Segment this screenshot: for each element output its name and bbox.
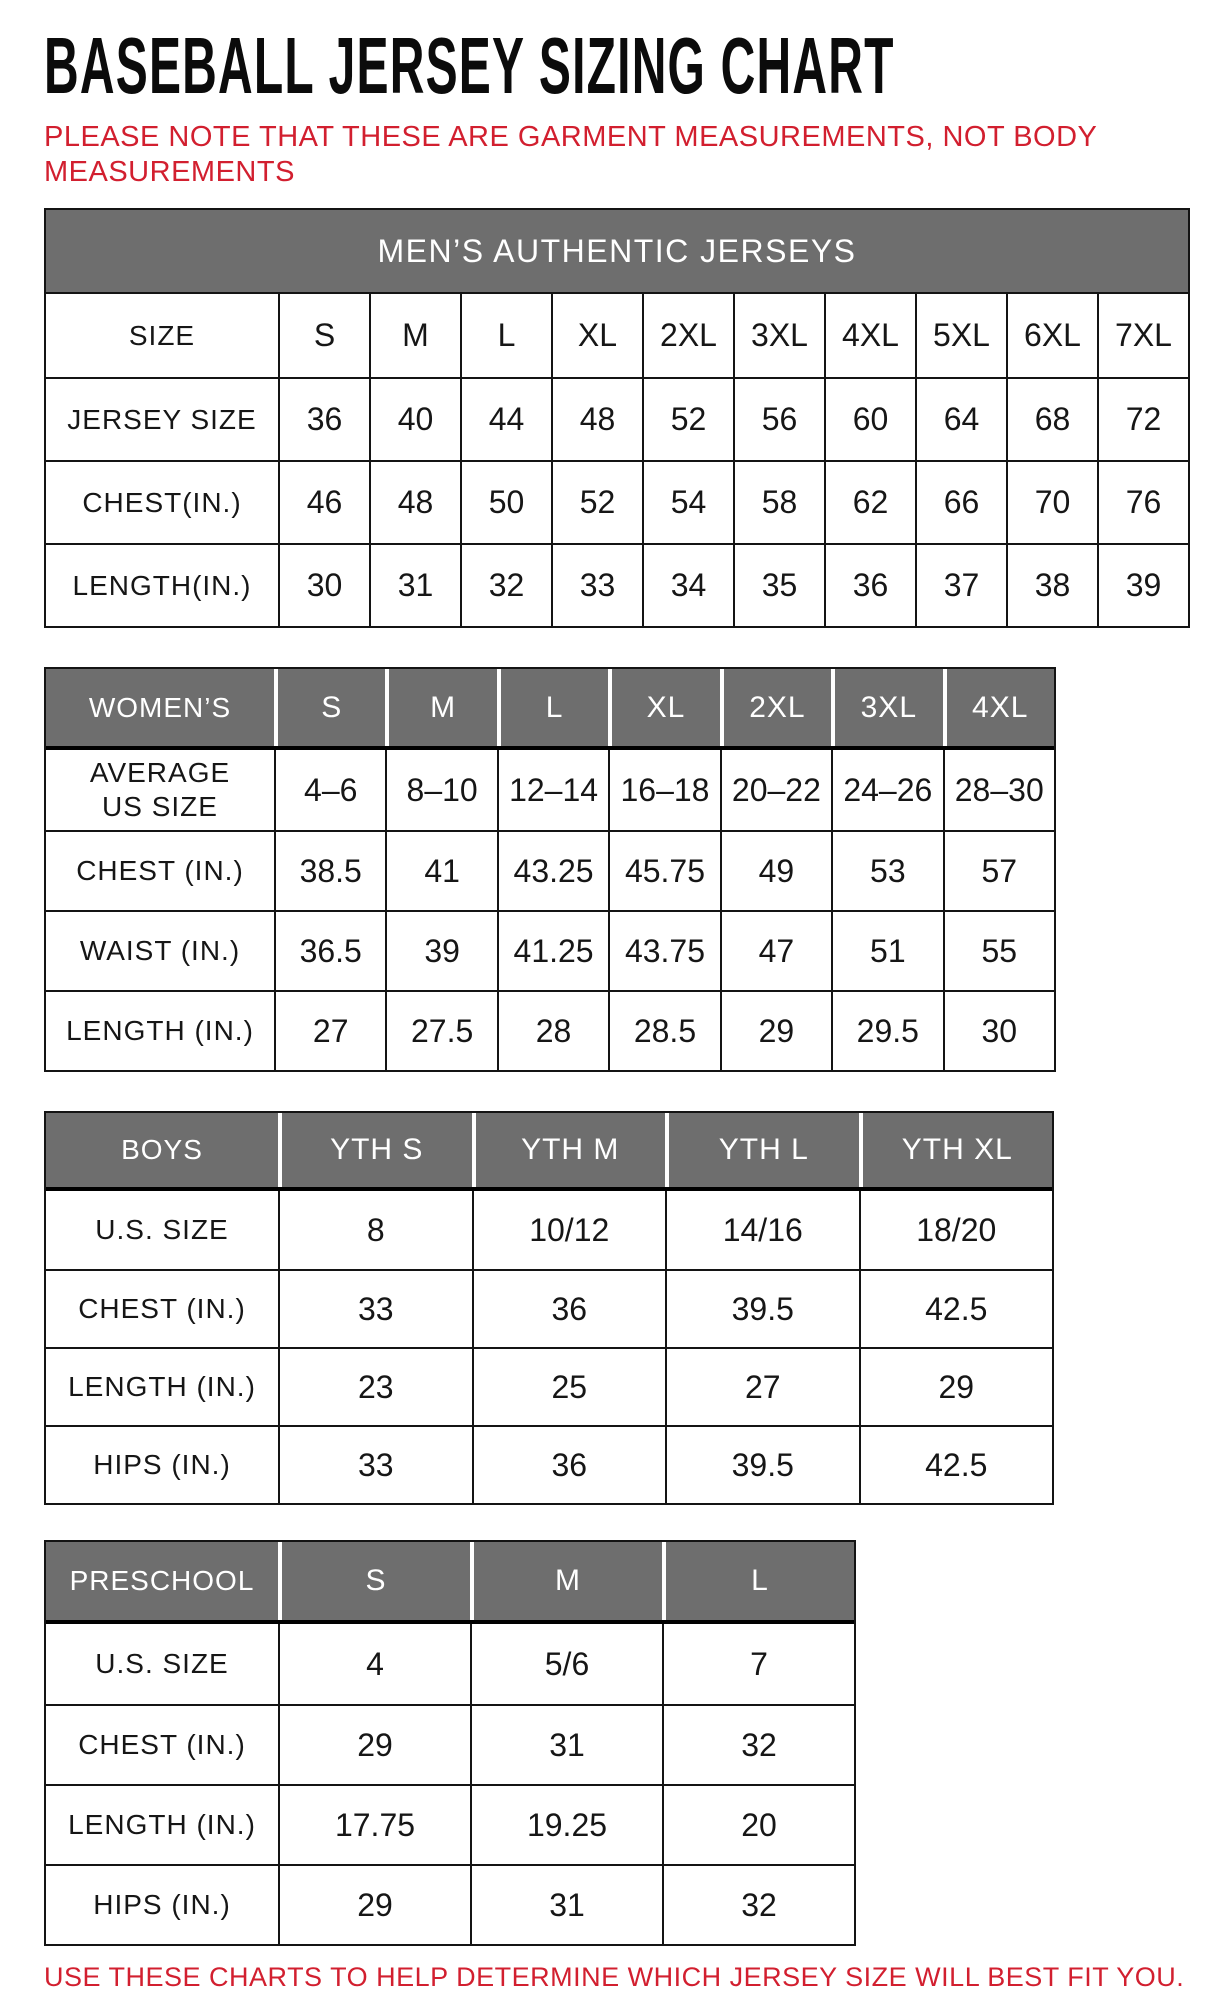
row-label-line: US SIZE (102, 791, 218, 822)
value-cell: 24–26 (831, 750, 942, 830)
preschool-size-header-cell: L (662, 1542, 854, 1620)
value-cell: 16–18 (608, 750, 719, 830)
value-cell: 45.75 (608, 832, 719, 910)
boys-size-header-cell: YTH S (278, 1113, 472, 1187)
garment-measurement-note (44, 120, 1200, 190)
value-cell: 58 (733, 462, 824, 543)
row-label: HIPS (IN.) (93, 1889, 231, 1920)
womens-size-header-cell: 3XL (831, 669, 942, 746)
value-cell: 4XL (824, 294, 915, 377)
preschool-header-row (46, 1542, 854, 1624)
preschool-table-row (46, 1864, 854, 1944)
value-cell: 31 (369, 545, 460, 626)
value-cell: S (278, 294, 369, 377)
value-cell: 53 (831, 832, 942, 910)
row-label: U.S. SIZE (95, 1214, 229, 1245)
womens-size-header-cell: M (385, 669, 496, 746)
value-cell: 19.25 (470, 1786, 662, 1864)
value-cell: 30 (943, 992, 1054, 1070)
mens-table-row (46, 377, 1188, 460)
row-label: WAIST (IN.) (79, 935, 241, 966)
value-cell: 29 (278, 1706, 470, 1784)
value-cell: 6XL (1006, 294, 1097, 377)
value-cell: 29 (278, 1866, 470, 1944)
value-cell: 10/12 (472, 1191, 666, 1269)
womens-table-row (46, 830, 1054, 910)
value-cell: 60 (824, 379, 915, 460)
value-cell: 31 (470, 1866, 662, 1944)
value-cell: 52 (551, 462, 642, 543)
value-cell: 27 (274, 992, 385, 1070)
boys-size-table (44, 1111, 1054, 1505)
mens-table-banner: MEN’S AUTHENTIC JERSEYS (46, 210, 1188, 294)
value-cell: 64 (915, 379, 1006, 460)
value-cell: 20–22 (720, 750, 831, 830)
value-cell: 37 (915, 545, 1006, 626)
value-cell: 29 (859, 1349, 1053, 1425)
value-cell: 48 (551, 379, 642, 460)
value-cell: 55 (943, 912, 1054, 990)
value-cell: 47 (720, 912, 831, 990)
value-cell: 4–6 (274, 750, 385, 830)
boys-header-row (46, 1113, 1052, 1191)
womens-size-header-cell: 2XL (720, 669, 831, 746)
value-cell: 41 (385, 832, 496, 910)
boys-table-row (46, 1191, 1052, 1269)
row-label: LENGTH (IN.) (68, 1809, 256, 1840)
value-cell: 36 (278, 379, 369, 460)
preschool-table-row (46, 1704, 854, 1784)
preschool-header-label: PRESCHOOL (46, 1542, 278, 1620)
value-cell: 68 (1006, 379, 1097, 460)
value-cell: 42.5 (859, 1427, 1053, 1503)
value-cell: 35 (733, 545, 824, 626)
value-cell: 36.5 (274, 912, 385, 990)
womens-size-header-cell: L (497, 669, 608, 746)
row-label: LENGTH (IN.) (66, 1015, 254, 1046)
womens-header-row (46, 669, 1054, 750)
value-cell: 17.75 (278, 1786, 470, 1864)
value-cell: 39 (385, 912, 496, 990)
boys-size-header-cell: YTH XL (859, 1113, 1053, 1187)
value-cell: 70 (1006, 462, 1097, 543)
value-cell: 50 (460, 462, 551, 543)
value-cell: 18/20 (859, 1191, 1053, 1269)
row-label: U.S. SIZE (95, 1648, 229, 1679)
row-label: LENGTH (IN.) (68, 1371, 256, 1402)
row-label-line: AVERAGE (89, 757, 231, 788)
value-cell: 33 (278, 1427, 472, 1503)
value-cell: 39.5 (665, 1427, 859, 1503)
value-cell: 36 (824, 545, 915, 626)
note-line: MEASUREMENTS (44, 156, 295, 188)
value-cell: 41.25 (497, 912, 608, 990)
value-cell: 32 (460, 545, 551, 626)
value-cell: 42.5 (859, 1271, 1053, 1347)
womens-table-row (46, 990, 1054, 1070)
value-cell: 27 (665, 1349, 859, 1425)
row-label: CHEST (IN.) (76, 855, 244, 886)
value-cell: 43.25 (497, 832, 608, 910)
footer-note: USE THESE CHARTS TO HELP DETERMINE WHICH JERSEY SIZE WILL BEST FIT YOU. (44, 1962, 1185, 1992)
value-cell: 7 (662, 1624, 854, 1704)
row-label: CHEST (IN.) (78, 1729, 246, 1760)
value-cell: 44 (460, 379, 551, 460)
value-cell: 48 (369, 462, 460, 543)
womens-size-table (44, 667, 1056, 1072)
row-label (46, 750, 274, 830)
value-cell: 28.5 (608, 992, 719, 1070)
womens-size-header-cell: XL (608, 669, 719, 746)
title-wrap (44, 0, 1200, 110)
preschool-size-header-cell: S (278, 1542, 470, 1620)
value-cell: 40 (369, 379, 460, 460)
mens-size-table (44, 208, 1190, 628)
value-cell: 4 (278, 1624, 470, 1704)
value-cell: 36 (472, 1427, 666, 1503)
value-cell: 51 (831, 912, 942, 990)
womens-table-row (46, 750, 1054, 830)
row-label: JERSEY SIZE (67, 403, 257, 435)
value-cell: 39 (1097, 545, 1188, 626)
value-cell: 56 (733, 379, 824, 460)
value-cell: 8 (278, 1191, 472, 1269)
value-cell: 3XL (733, 294, 824, 377)
value-cell: 32 (662, 1866, 854, 1944)
preschool-size-table (44, 1540, 856, 1946)
value-cell: 5/6 (470, 1624, 662, 1704)
row-label: CHEST (IN.) (78, 1293, 246, 1324)
value-cell: 29 (720, 992, 831, 1070)
value-cell: M (369, 294, 460, 377)
value-cell: 32 (662, 1706, 854, 1784)
value-cell: 49 (720, 832, 831, 910)
preschool-table-row (46, 1624, 854, 1704)
value-cell: 66 (915, 462, 1006, 543)
page-title: BASEBALL JERSEY SIZING CHART (44, 21, 895, 110)
womens-size-header-cell: S (274, 669, 385, 746)
value-cell: 30 (278, 545, 369, 626)
value-cell: L (460, 294, 551, 377)
mens-table-row (46, 294, 1188, 377)
row-label: HIPS (IN.) (93, 1449, 231, 1480)
mens-table-row (46, 543, 1188, 626)
row-label: LENGTH(IN.) (72, 569, 252, 601)
value-cell: 33 (551, 545, 642, 626)
boys-table-row (46, 1347, 1052, 1425)
boys-table-row (46, 1269, 1052, 1347)
value-cell: 7XL (1097, 294, 1188, 377)
value-cell: 2XL (642, 294, 733, 377)
value-cell: 5XL (915, 294, 1006, 377)
womens-header-label: WOMEN’S (46, 669, 274, 746)
boys-header-label: BOYS (46, 1113, 278, 1187)
womens-table-row (46, 910, 1054, 990)
preschool-size-header-cell: M (470, 1542, 662, 1620)
value-cell: 20 (662, 1786, 854, 1864)
value-cell: 38 (1006, 545, 1097, 626)
value-cell: 25 (472, 1349, 666, 1425)
value-cell: 72 (1097, 379, 1188, 460)
preschool-table-row (46, 1784, 854, 1864)
value-cell: 8–10 (385, 750, 496, 830)
value-cell: 38.5 (274, 832, 385, 910)
value-cell: 57 (943, 832, 1054, 910)
value-cell: 12–14 (497, 750, 608, 830)
value-cell: 52 (642, 379, 733, 460)
value-cell: 43.75 (608, 912, 719, 990)
value-cell: 14/16 (665, 1191, 859, 1269)
row-label: SIZE (128, 319, 196, 351)
value-cell: 34 (642, 545, 733, 626)
value-cell: 27.5 (385, 992, 496, 1070)
value-cell: 28–30 (943, 750, 1054, 830)
boys-table-row (46, 1425, 1052, 1503)
row-label-lines (90, 756, 230, 824)
value-cell: 76 (1097, 462, 1188, 543)
value-cell: 33 (278, 1271, 472, 1347)
value-cell: 46 (278, 462, 369, 543)
value-cell: 23 (278, 1349, 472, 1425)
value-cell: 28 (497, 992, 608, 1070)
boys-size-header-cell: YTH L (665, 1113, 859, 1187)
boys-size-header-cell: YTH M (472, 1113, 666, 1187)
value-cell: 31 (470, 1706, 662, 1784)
value-cell: 54 (642, 462, 733, 543)
mens-table-row (46, 460, 1188, 543)
womens-size-header-cell: 4XL (943, 669, 1054, 746)
value-cell: 29.5 (831, 992, 942, 1070)
value-cell: XL (551, 294, 642, 377)
row-label: CHEST(IN.) (82, 486, 242, 518)
value-cell: 39.5 (665, 1271, 859, 1347)
value-cell: 62 (824, 462, 915, 543)
value-cell: 36 (472, 1271, 666, 1347)
note-line: PLEASE NOTE THAT THESE ARE GARMENT MEASUREMENTS, NOT BODY (44, 121, 1098, 153)
